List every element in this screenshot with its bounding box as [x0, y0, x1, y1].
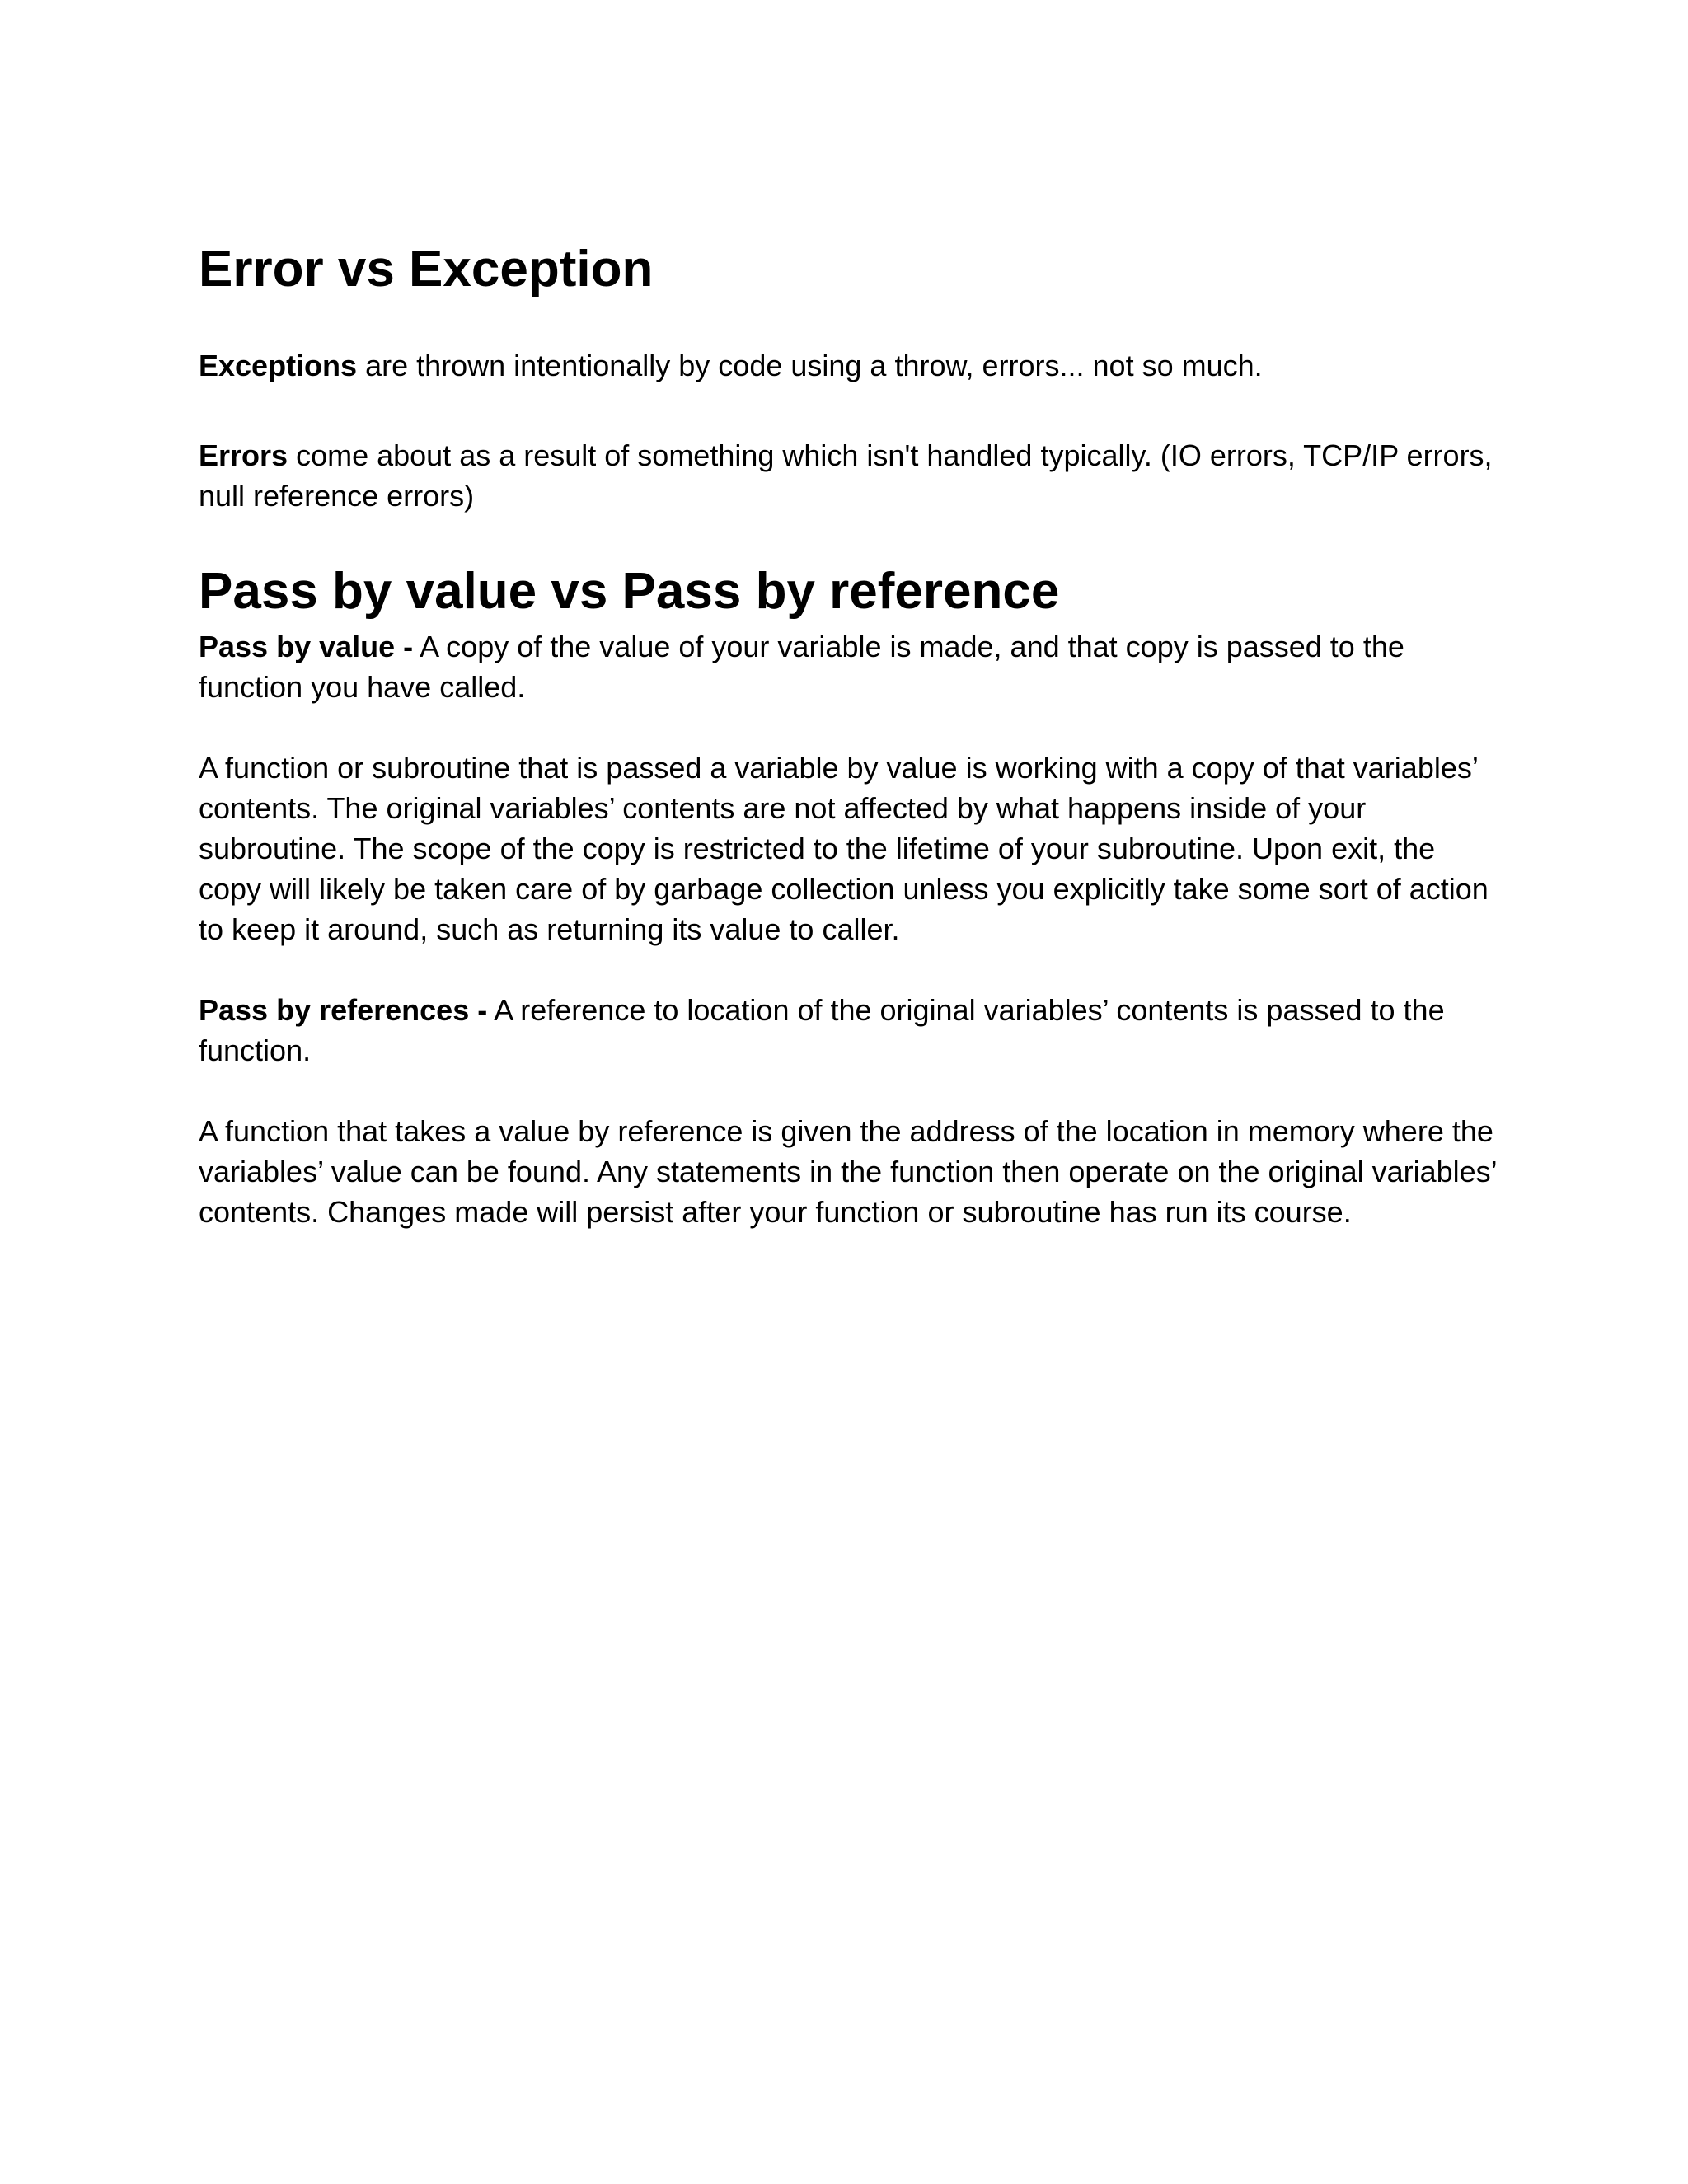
term-pass-by-references: Pass by references - [199, 992, 488, 1027]
paragraph-pass-by-reference [199, 990, 1501, 1071]
document-page [199, 239, 1501, 1232]
term-pass-by-value: Pass by value - [199, 629, 414, 663]
paragraph-exceptions [199, 345, 1501, 386]
pass-by-value-description: A copy of the value of your variable is made, and that copy is passed to the function you have called. [199, 629, 1404, 704]
paragraph-errors [199, 435, 1501, 516]
term-exceptions: Exceptions [199, 349, 358, 383]
heading-pass-by-value-vs-reference: Pass by value vs Pass by reference [199, 563, 1060, 621]
pass-by-reference-description: A reference to location of the original variables’ contents is passed to the function. [199, 992, 1445, 1067]
errors-description: come about as a result of something which isn't handled typically. (IO errors, TCP/IP errors, null reference errors) [199, 438, 1493, 513]
term-errors: Errors [199, 438, 288, 473]
exceptions-description: are thrown intentionally by code using a throw, errors... not so much. [357, 349, 1263, 383]
heading-error-vs-exception: Error vs Exception [199, 241, 654, 298]
paragraph-pass-by-value [199, 626, 1501, 707]
paragraph-pass-by-reference-detail: A function that takes a value by reference is given the address of the location in memory where the variables’ value can be found. Any statements in the function then operate on the original variables’ contents. Changes made will persist after your function or subroutine has run its course. [199, 1113, 1497, 1229]
paragraph-pass-by-value-detail: A function or subroutine that is passed a variable by value is working with a copy of that variables’ contents. The original variables’ contents are not affected by what happens inside of your subroutine. The scope of the copy is restricted to the lifetime of your subroutine. Upon exit, the copy will likely be taken care of by garbage collection unless you explicitly take some sort of action to keep it around, such as returning its value to caller. [199, 750, 1489, 946]
